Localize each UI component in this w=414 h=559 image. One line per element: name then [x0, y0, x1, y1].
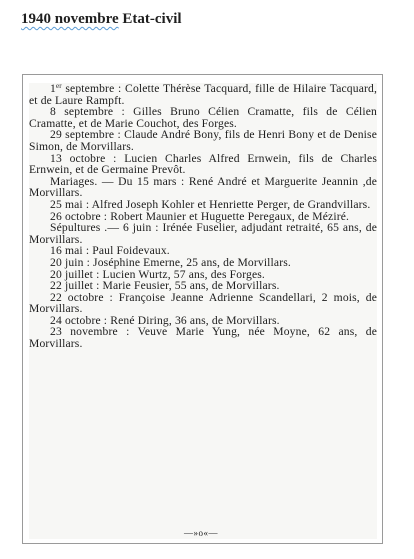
- civil-record-entry: [29, 176, 377, 199]
- entry-text: 22 juillet : Marie Feusier, 55 ans, de Morvillars.: [50, 279, 280, 293]
- end-ornament: —»o«—: [184, 528, 218, 538]
- civil-record-entry: [29, 106, 377, 129]
- entry-text: 22 octobre : Françoise Jeanne Adrienne Scandellari, 2 mois, de Morvillars.: [29, 290, 377, 316]
- entry-text: 29 septembre : Claude André Bony, fils de Henri Bony et de Denise Simon, de Morvillars.: [29, 128, 377, 153]
- page-title: [21, 10, 182, 28]
- newspaper-clipping: [29, 83, 377, 539]
- entry-text: 23 novembre : Veuve Marie Yung, née Moyne, 62 ans, de Morvillars.: [29, 325, 377, 351]
- civil-record-entry: [29, 222, 377, 245]
- entry-text: 20 juillet : Lucien Wurtz, 57 ans, des Forges.: [50, 267, 265, 281]
- article-text: [29, 83, 377, 350]
- entry-text: 24 octobre : René Diring, 36 ans, de Morvillars.: [50, 313, 280, 327]
- entry-text: Sépultures .— 6 juin : Irénée Fuselier, adjudant retraité, 65 ans, de Morvillars.: [29, 221, 377, 246]
- civil-record-entry: [29, 292, 377, 315]
- civil-record-entry: [29, 153, 377, 176]
- title-section: Etat-civil: [122, 11, 182, 27]
- entry-text: Mariages. — Du 15 mars : René André et Marguerite Jeannin ,de Morvillars.: [29, 174, 377, 200]
- civil-record-entry: [29, 83, 377, 106]
- civil-record-entry: [29, 129, 377, 152]
- civil-record-entry: [29, 326, 377, 349]
- entry-text: 20 juin : Joséphine Emerne, 25 ans, de Morvillars.: [50, 255, 291, 269]
- entry-text: 13 octobre : Lucien Charles Alfred Ernwein, fils de Charles Ernwein, et de Germaine Prevôt.: [29, 151, 377, 177]
- entry-text: 26 octobre : Robert Maunier et Huguette Peregaux, de Méziré.: [50, 209, 350, 223]
- entry-text: 8 septembre : Gilles Bruno Célien Cramatte, fils de Célien Cramatte, et de Marie Couchot, des Forges.: [29, 105, 377, 130]
- ordinal-suffix: er: [55, 82, 62, 90]
- entry-text: 16 mai : Paul Foidevaux.: [50, 244, 170, 258]
- title-date: 1940 novembre: [21, 11, 119, 27]
- entry-text: 25 mai : Alfred Joseph Kohler et Henriette Perger, de Grandvillars.: [50, 197, 371, 211]
- entry-day: 1: [50, 82, 56, 95]
- entry-text: septembre : Colette Thérèse Tacquard, fille de Hilaire Tacquard, et de Laure Rampft.: [29, 82, 377, 107]
